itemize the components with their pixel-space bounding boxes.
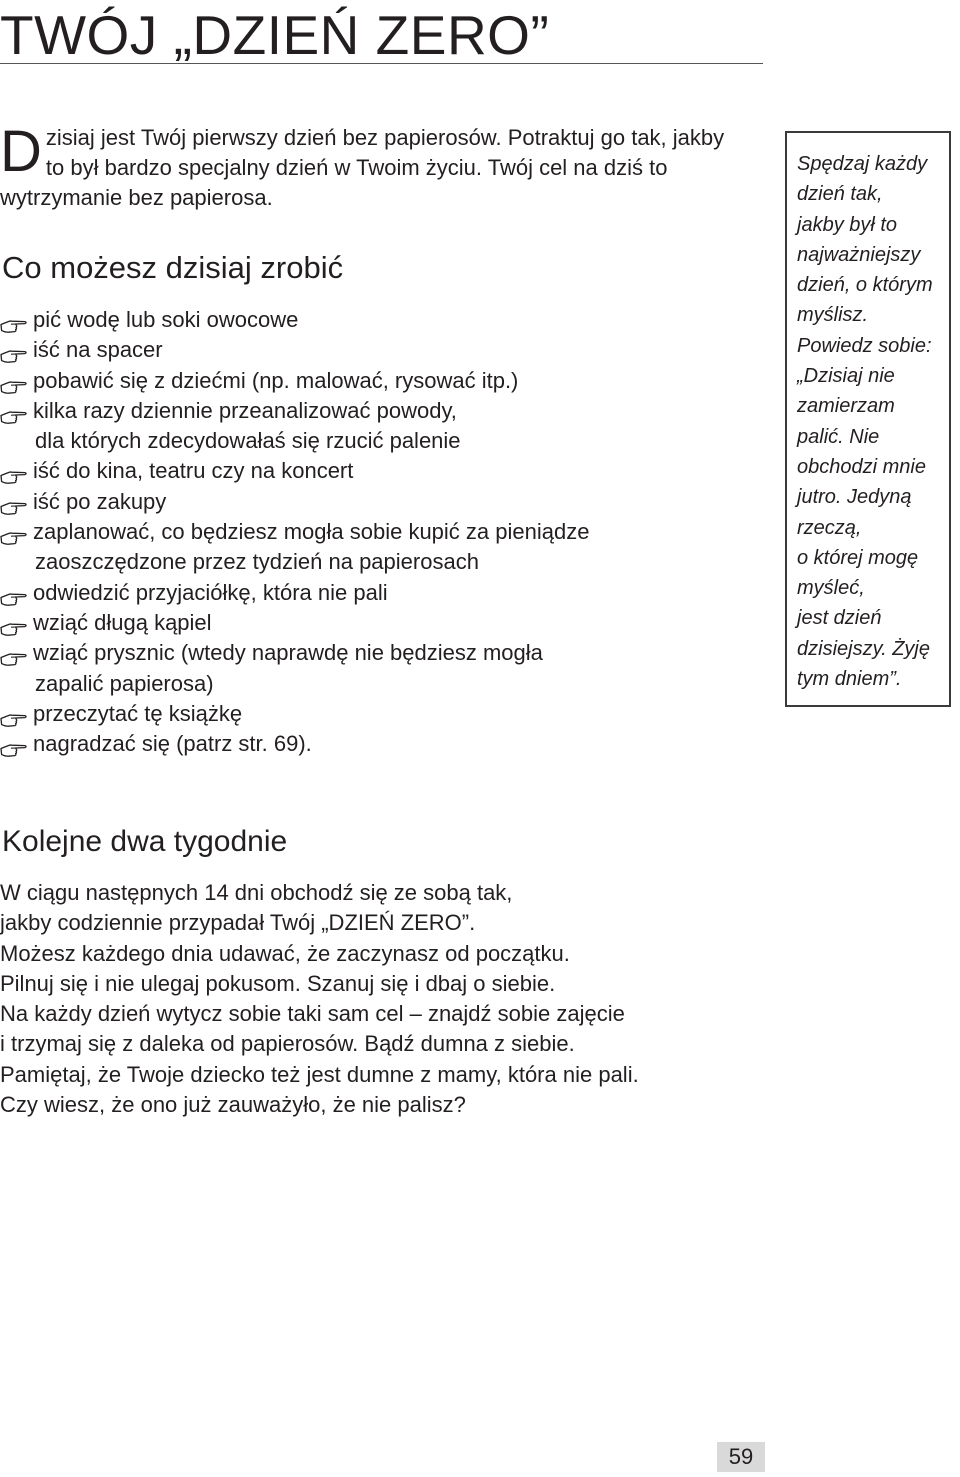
pointing-hand-icon [0, 736, 28, 752]
list-item-text: kilka razy dziennie przeanalizować powody, [33, 397, 457, 423]
list-item [0, 517, 770, 578]
list-item-continuation: zaoszczędzone przez tydzień na papierosach [35, 549, 479, 575]
list-item-text: wziąć długą kąpiel [33, 609, 212, 635]
list-item [0, 729, 770, 759]
list-item-text: odwiedzić przyjaciółkę, która nie pali [33, 579, 388, 605]
list-item-text: zaplanować, co będziesz mogła sobie kupić za pieniądze [33, 519, 590, 545]
list-item [0, 487, 770, 517]
body-line: Pilnuj się i nie ulegaj pokusom. Szanuj się i dbaj o siebie. [0, 970, 556, 996]
list-item-text: iść do kina, teatru czy na koncert [33, 458, 354, 484]
drop-cap: D [0, 119, 42, 184]
body-line: W ciągu następnych 14 dni obchodź się ze sobą tak, [0, 880, 513, 905]
title-divider [0, 63, 763, 64]
list-item-continuation: dla których zdecydowałaś się rzucić palenie [35, 428, 461, 454]
list-item [0, 335, 770, 365]
pointing-hand-icon [0, 706, 28, 722]
list-item [0, 305, 770, 335]
sub-heading: Kolejne dwa tygodnie [2, 825, 288, 858]
intro-paragraph [0, 119, 730, 213]
pointing-hand-icon [0, 524, 28, 540]
pointing-hand-icon [0, 645, 28, 661]
list-item [0, 456, 770, 486]
list-item-text: iść na spacer [33, 337, 163, 363]
body-line: i trzymaj się z daleka od papierosów. Bądź dumna z siebie. [0, 1031, 575, 1057]
intro-text: zisiaj jest Twój pierwszy dzień bez papierosów. Potraktuj go tak, jakby to był bardzo specjalny dzień w Twoim życiu. Twój cel na dziś to wytrzymanie bez papierosa. [0, 125, 725, 210]
list-item-text: iść po zakupy [33, 488, 167, 514]
pointing-hand-icon [0, 312, 28, 328]
list-item-text: przeczytać tę książkę [33, 700, 243, 726]
body-paragraph [0, 878, 760, 1120]
pointing-hand-icon [0, 403, 28, 419]
body-line: Na każdy dzień wytycz sobie taki sam cel – znajdź sobie zajęcie [0, 1001, 625, 1027]
list-item [0, 366, 770, 396]
pointing-hand-icon [0, 615, 28, 631]
body-line: jakby codziennie przypadał Twój „DZIEŃ ZERO”. [0, 910, 476, 936]
list-item-text: nagradzać się (patrz str. 69). [33, 731, 312, 757]
list-item-text: wziąć prysznic (wtedy naprawdę nie będziesz mogła [33, 640, 543, 666]
page-title: TWÓJ „DZIEŃ ZERO” [0, 4, 550, 66]
pointing-hand-icon [0, 463, 28, 479]
list-item [0, 396, 770, 457]
list-item [0, 608, 770, 638]
list-item-text: pobawić się z dziećmi (np. malować, rysować itp.) [33, 367, 519, 393]
page-number: 59 [717, 1442, 765, 1472]
list-item-continuation: zapalić papierosa) [35, 670, 214, 696]
list-item-text: pić wodę lub soki owocowe [33, 307, 299, 332]
pointing-hand-icon [0, 342, 28, 358]
list-item [0, 578, 770, 608]
body-line: Pamiętaj, że Twoje dziecko też jest dumne z mamy, która nie pali. [0, 1061, 639, 1087]
body-line: Możesz każdego dnia udawać, że zaczynasz od początku. [0, 940, 570, 966]
list-item [0, 638, 770, 699]
pointing-hand-icon [0, 373, 28, 389]
list-item [0, 699, 770, 729]
pointing-hand-icon [0, 585, 28, 601]
pointing-hand-icon [0, 494, 28, 510]
body-line: Czy wiesz, że ono już zauważyło, że nie palisz? [0, 1092, 466, 1118]
section-heading: Co możesz dzisiaj zrobić [2, 250, 344, 285]
activity-list [0, 305, 770, 759]
quote-box: Spędzaj każdy dzień tak, jakby był to najważniejszy dzień, o którym myślisz. Powiedz sobie: „Dzisiaj nie zamierzam palić. Nie obchodzi mnie jutro. Jedyną rzeczą, o której mogę myśleć, jest dzień dzisiejszy. Żyję tym dniem”. [785, 131, 951, 707]
